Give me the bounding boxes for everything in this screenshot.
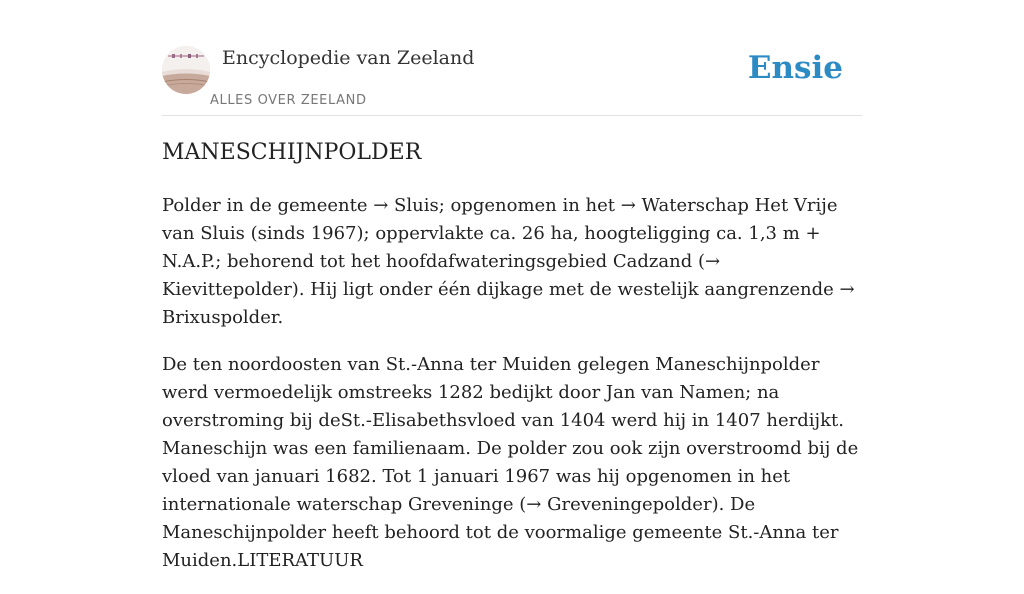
page-title: MANESCHIJNPOLDER	[162, 140, 422, 165]
site-header	[162, 46, 862, 116]
link-brixuspolder[interactable]: → Brixuspolder	[162, 279, 855, 328]
paragraph-text: ). De Maneschijnpolder heeft behoord tot de voormalige gemeente St.-Anna ter Muiden.LITERATUUR	[162, 494, 839, 571]
paragraph-text: (sinds 1967); oppervlakte ca. 26 ha, hoogteligging ca. 1,3 m + N.A.P.; behorend tot het hoofdafwateringsgebied Cadzand (	[162, 223, 821, 272]
paragraph-text: De ten noordoosten van St.-Anna ter Muiden gelegen Maneschijnpolder werd vermoedelijk omstreeks 1282 bedijkt door Jan van Namen; na overstroming bij deSt.-Elisabethsvloed van 1404 werd hij in 1407 herdijkt. Maneschijn was een familienaam. De polder zou ook zijn overstroomd bij de vloed van januari 1682. Tot 1 januari 1967 was hij opgenomen in het internationale waterschap Greveninge (	[162, 354, 859, 515]
paragraph-text: ; opgenomen in het	[438, 195, 621, 216]
link-sluis[interactable]: → Sluis	[373, 195, 439, 216]
article-body	[162, 192, 862, 594]
ensie-brand-link[interactable]: Ensie	[747, 50, 843, 86]
article-paragraph-2	[162, 351, 862, 575]
link-kievittepolder[interactable]: → Kievittepolder	[162, 251, 721, 300]
book-pages-icon	[162, 46, 210, 94]
link-greveningepolder[interactable]: → Greveningepolder	[526, 494, 712, 515]
paragraph-text: .	[277, 307, 284, 328]
paragraph-text: Polder in de gemeente	[162, 195, 374, 216]
header-divider	[162, 115, 862, 116]
site-tagline: ALLES OVER ZEELAND	[210, 93, 367, 108]
article-paragraph-1	[162, 192, 862, 332]
paragraph-text: ). Hij ligt onder één dijkage met de westelijk aangrenzende	[291, 279, 840, 300]
site-title[interactable]: Encyclopedie van Zeeland	[222, 47, 475, 69]
site-logo-image[interactable]	[162, 46, 210, 94]
link-waterschap-het-vrije-van-sluis[interactable]: → Waterschap Het Vrije van Sluis	[162, 195, 838, 244]
